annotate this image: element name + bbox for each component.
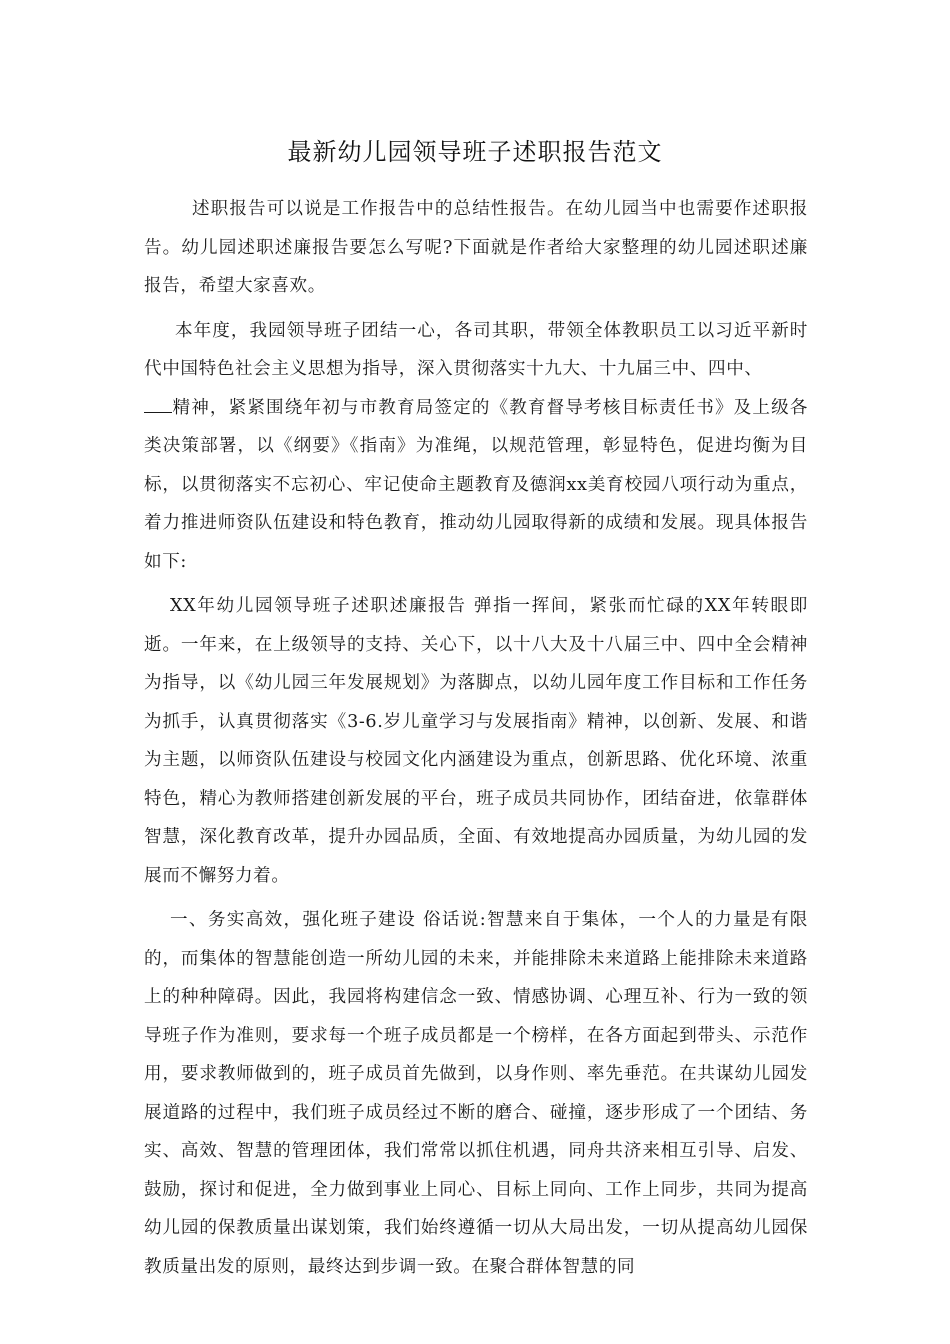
paragraph-section-one: 一、务实高效，强化班子建设 俗话说:智慧来自于集体，一个人的力量是有限的，而集体的智慧能创造一所幼儿园的未来，并能排除未来道路上能排除未来道路上的种种障碍。因此，我园将构建信念一致、情感协调、心理互补、行为一致的领导班子作为准则，要求每一个班子成员都是一个榜样，在各方面起到带头、示范作用，要求教师做到的，班子成员首先做到，以身作则、率先垂范。在共谋幼儿园发展道路的过程中，我们班子成员经过不断的磨合、碰撞，逐步形成了一个团结、务实、高效、智慧的管理团体，我们常常以抓住机遇，同舟共济来相互引导、启发、鼓励，探讨和促进，全力做到事业上同心、目标上同向、工作上同步，共同为提高幼儿园的保教质量出谋划策，我们始终遵循一切从大局出发，一切从提高幼儿园保教质量出发的原则，最终达到步调一致。在聚合群体智慧的同 [144,910,808,1277]
document-title: 最新幼儿园领导班子述职报告范文 [287,138,663,166]
paragraph-overview-part-2: 精神，紧紧围绕年初与市教育局签定的《教育督导考核目标责任书》及上级各类决策部署，以《纲要》《指南》为准绳，以规范管理，彰显特色，促进均衡为目标，以贯彻落实不忘初心、牢记使命主题教育及德润xx美育校园八项行动为重点，着力推进师资队伍建设和特色教育，推动幼儿园取得新的成绩和发展。现具体报告如下: [144,397,808,572]
paragraph-annual-report: XX年幼儿园领导班子述职述廉报告 弹指一挥间，紧张而忙碌的XX年转眼即逝。一年来，在上级领导的支持、关心下，以十八大及十八届三中、四中全会精神为指导，以《幼儿园三年发展规划》为落脚点，以幼儿园年度工作目标和工作任务为抓手，认真贯彻落实《3-6.岁儿童学习与发展指南》精神，以创新、发展、和谐为主题，以师资队伍建设与校园文化内涵建设为重点，创新思路、优化环境、浓重特色，精心为教师搭建创新发展的平台，班子成员共同协作，团结奋进，依靠群体智慧，深化教育改革，提升办园品质，全面、有效地提高办园质量，为幼儿园的发展而不懈努力着。 [144,596,808,886]
paragraph-intro: 述职报告可以说是工作报告中的总结性报告。在幼儿园当中也需要作述职报告。幼儿园述职述廉报告要怎么写呢?下面就是作者给大家整理的幼儿园述职述廉报告，希望大家喜欢。 [144,199,808,296]
document-body [144,190,808,1286]
paragraph-overview [144,312,808,582]
blank-underline [144,392,172,413]
paragraph-overview-part-1: 本年度，我园领导班子团结一心，各司其职，带领全体教职员工以习近平新时代中国特色社会主义思想为指导，深入贯彻落实十九大、十九届三中、四中、 [144,320,808,379]
